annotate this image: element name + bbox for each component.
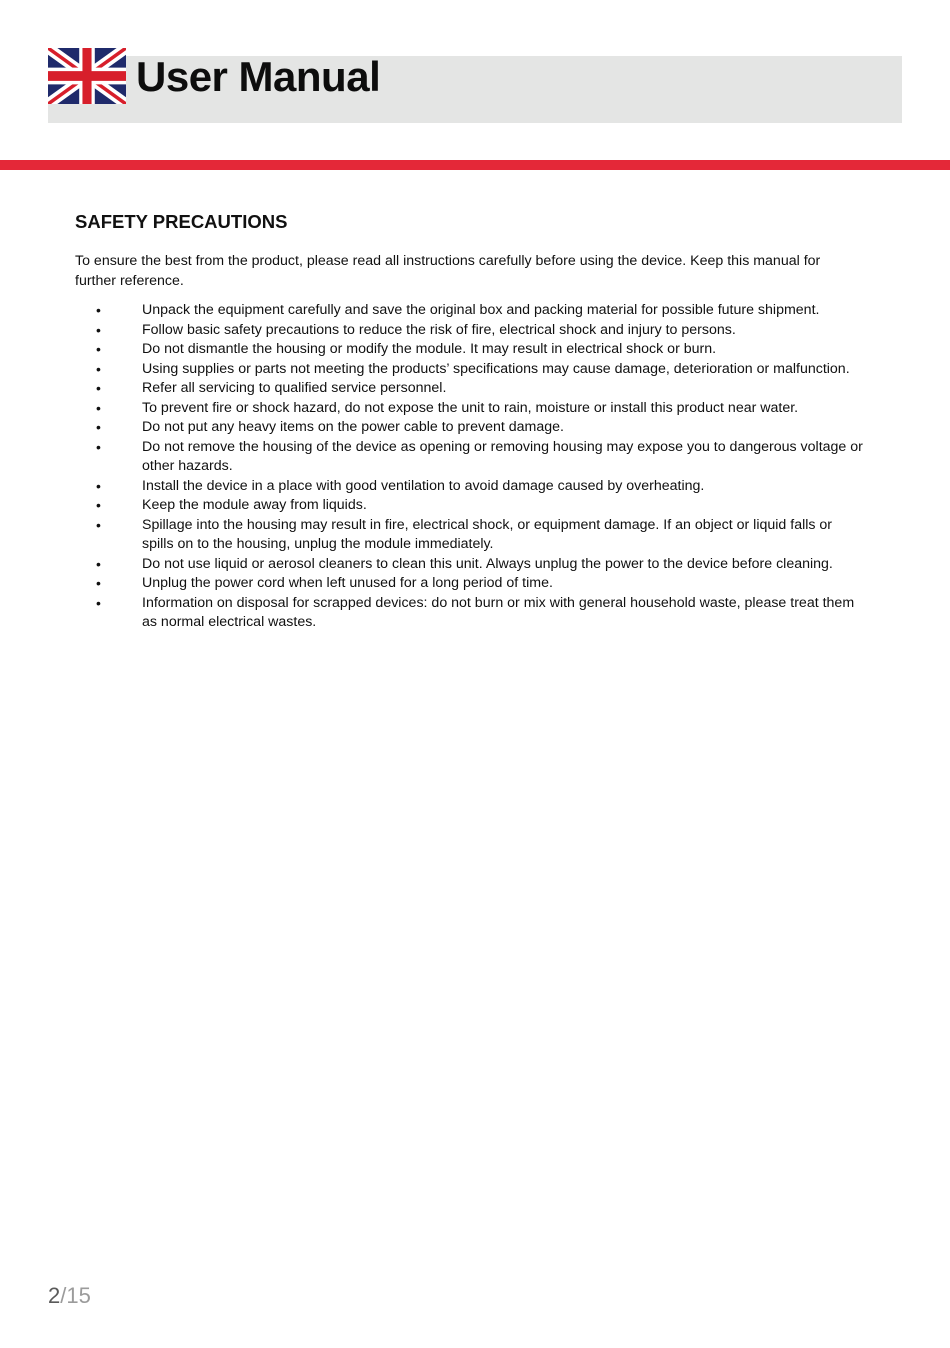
header-divider	[0, 160, 950, 170]
list-item-text: Using supplies or parts not meeting the products’ specifications may cause damage, deterioration or malfunction.	[142, 360, 850, 377]
list-item-text: Do not dismantle the housing or modify the module. It may result in electrical shock or burn.	[142, 341, 717, 357]
list-item-text: Keep the module away from liquids.	[142, 497, 367, 513]
list-item-text: Do not remove the housing of the device as opening or removing housing may expose you to dangerous voltage or other hazards.	[142, 438, 863, 474]
list-item	[75, 340, 865, 360]
safety-list	[75, 301, 865, 633]
bullet-icon: •	[96, 380, 101, 396]
list-item-text: Spillage into the housing may result in fire, electrical shock, or equipment damage. If an object or liquid falls or spills on to the housing, unplug the module immediately.	[142, 516, 833, 552]
page-total: /15	[60, 1283, 91, 1308]
list-item-text: To prevent fire or shock hazard, do not expose the unit to rain, moisture or install this product near water.	[142, 399, 799, 416]
list-item	[75, 574, 865, 594]
bullet-icon: •	[96, 555, 101, 572]
page-current: 2	[48, 1283, 61, 1308]
section-title: SAFETY PRECAUTIONS	[75, 211, 288, 232]
bullet-icon: •	[96, 419, 101, 435]
intro-paragraph: To ensure the best from the product, please read all instructions carefully before using the device. Keep this manual for further reference.	[75, 253, 821, 289]
list-item	[75, 438, 865, 477]
bullet-icon: •	[96, 516, 101, 533]
list-item-text: Refer all servicing to qualified service personnel.	[142, 380, 447, 396]
bullet-icon: •	[96, 575, 101, 591]
page-number	[48, 1282, 91, 1310]
list-item	[75, 301, 865, 321]
bullet-icon: •	[96, 302, 101, 318]
list-item	[75, 379, 865, 399]
list-item-text: Information on disposal for scrapped devices: do not burn or mix with general household waste, please treat them as normal electrical wastes.	[142, 594, 855, 630]
list-item-text: Do not use liquid or aerosol cleaners to clean this unit. Always unplug the power to the device before cleaning.	[142, 555, 833, 572]
list-item	[75, 399, 865, 419]
list-item-text: Follow basic safety precautions to reduce the risk of fire, electrical shock and injury to persons.	[142, 321, 736, 338]
bullet-icon: •	[96, 497, 101, 513]
list-item	[75, 496, 865, 516]
page-title: User Manual	[136, 53, 381, 100]
list-item	[75, 477, 865, 497]
list-item-text: Install the device in a place with good ventilation to avoid damage caused by overheating.	[142, 477, 705, 494]
bullet-icon: •	[96, 360, 101, 377]
uk-flag-icon	[48, 48, 126, 104]
list-item	[75, 321, 865, 341]
bullet-icon: •	[96, 438, 101, 455]
bullet-icon: •	[96, 477, 101, 494]
list-item	[75, 360, 865, 380]
list-item-text: Do not put any heavy items on the power cable to prevent damage.	[142, 419, 564, 435]
list-item-text: Unpack the equipment carefully and save the original box and packing material for possible future shipment.	[142, 302, 820, 318]
list-item	[75, 555, 865, 575]
list-item-text: Unplug the power cord when left unused for a long period of time.	[142, 575, 553, 591]
bullet-icon: •	[96, 341, 101, 357]
list-item	[75, 594, 865, 633]
main-content	[75, 210, 865, 633]
list-item	[75, 516, 865, 555]
bullet-icon: •	[96, 399, 101, 416]
list-item	[75, 418, 865, 438]
bullet-icon: •	[96, 594, 101, 611]
bullet-icon: •	[96, 321, 101, 338]
